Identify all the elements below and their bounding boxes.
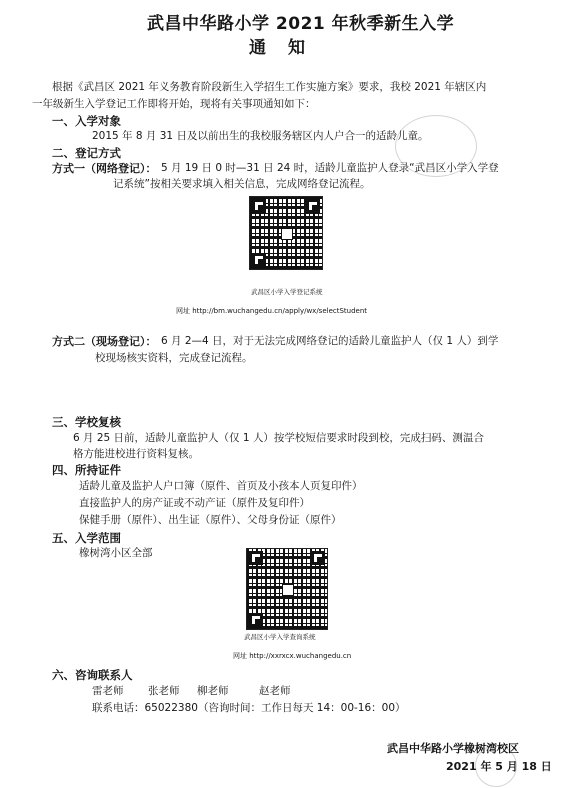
intro-paragraph-line1: 根据《武昌区 2021 年义务教育阶段新生入学招生工作实施方案》要求，我校 2021 年辖区内 (52, 81, 487, 93)
section-heading-enrollment-scope: 五、入学范围 (52, 531, 121, 545)
intro-paragraph-line2: 一年级新生入学登记工作即将开始，现将有关事项通知如下： (32, 98, 316, 110)
school-review-line1: 6 月 25 日前，适龄儿童监护人（仅 1 人）按学校短信要求时段到校，完成扫码、测温合 (73, 432, 484, 444)
qr2-url-label: 网址 (233, 652, 247, 660)
contact-teacher: 张老师 (148, 685, 180, 697)
query-qr-code[interactable] (246, 548, 328, 630)
qr2-url-row (233, 651, 351, 661)
qr1-caption: 武昌区小学入学登记系统 (251, 288, 323, 296)
contact-teacher: 赵老师 (259, 685, 291, 697)
method2-text-line1: 6 月 2—4 日，对于无法完成网络登记的适龄儿童监护人（仅 1 人）到学 (161, 335, 499, 347)
contact-teacher: 雷老师 (92, 685, 124, 697)
method1-label: 方式一（网络登记）： (52, 162, 157, 175)
signature-organization: 武昌中华路小学橡树湾校区 (387, 742, 519, 755)
section-heading-registration-method: 二、登记方式 (52, 146, 121, 160)
document-item: 保健手册（原件）、出生证（原件）、父母身份证（原件） (79, 514, 342, 526)
contact-teacher: 柳老师 (197, 685, 229, 697)
section-heading-required-documents: 四、所持证件 (52, 463, 121, 477)
signature-date: 2021 年 5 月 18 日 (446, 760, 552, 773)
school-review-line2: 格方能进校进行资料复核。 (73, 448, 199, 460)
qr2-url-link[interactable]: http://xxrxcx.wuchangedu.cn (249, 652, 352, 660)
document-item: 直接监护人的房产证或不动产证（原件及复印件） (79, 497, 310, 509)
enrollment-target-text: 2015 年 8 月 31 日及以前出生的我校服务辖区内人户合一的适龄儿童。 (92, 130, 429, 142)
section-heading-enrollment-target: 一、入学对象 (52, 114, 121, 128)
enrollment-scope-text: 橡树湾小区全部 (79, 547, 153, 559)
document-item: 适龄儿童及监护人户口簿（原件、首页及小孩本人页复印件） (79, 480, 363, 492)
section-heading-school-review: 三、学校复核 (52, 415, 121, 429)
method1-text-line1: 5 月 19 日 0 时—31 日 24 时，适龄儿童监护人登录“武昌区小学入学登 (161, 162, 499, 174)
qr1-url-link[interactable]: http://bm.wuchangedu.cn/apply/wx/selectStudent (192, 307, 368, 315)
qr2-caption: 武昌区小学入学查询系统 (244, 633, 316, 641)
method2-text-line2: 校现场核实资料，完成登记流程。 (95, 352, 253, 364)
contact-phone-line: 联系电话：65022380（咨询时间：工作日每天 14：00-16：00） (92, 702, 406, 714)
method1-text-line2: 记系统”按相关要求填入相关信息，完成网络登记流程。 (113, 178, 371, 190)
section-heading-contact: 六、咨询联系人 (52, 668, 133, 682)
method2-label: 方式二（现场登记）： (52, 335, 157, 348)
qr1-url-label: 网址 (176, 307, 190, 315)
qr1-url-row (176, 306, 367, 316)
notice-title-tongzhi: 通知 (249, 38, 327, 58)
notice-title: 武昌中华路小学 2021 年秋季新生入学 (147, 14, 455, 34)
registration-qr-code[interactable] (249, 196, 323, 270)
